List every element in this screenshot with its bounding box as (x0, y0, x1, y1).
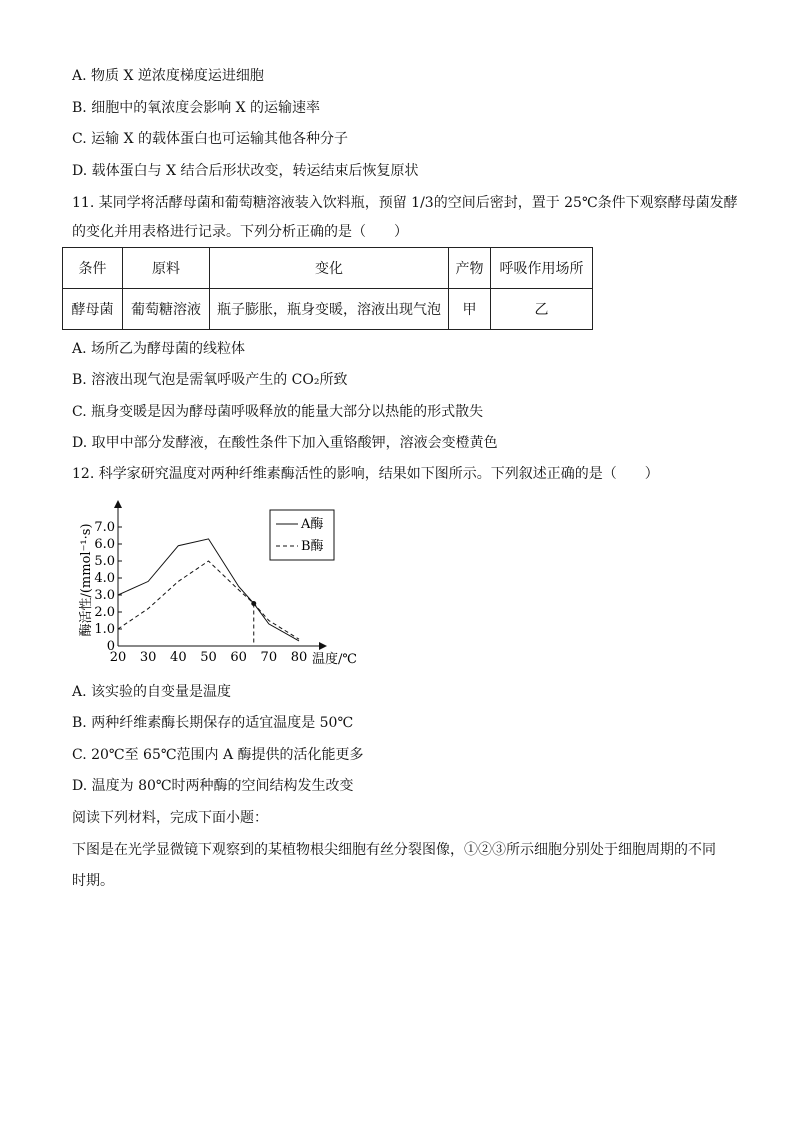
x-tick-label: 20 (109, 650, 127, 665)
x-axis-label: 温度/℃ (312, 652, 357, 667)
q11-option-d: D. 取甲中部分发酵液，在酸性条件下加入重铬酸钾，溶液会变橙黄色 (72, 435, 498, 451)
table-header-cell: 产物 (449, 248, 491, 289)
y-axis-label: 酶活性/(mmol⁻¹·s) (79, 523, 94, 637)
material-para-line1: 下图是在光学显微镜下观察到的某植物根尖细胞有丝分裂图像，①②③所示细胞分别处于细胞周期的不同 (72, 842, 716, 858)
q12-option-c: C. 20℃至 65℃范围内 A 酶提供的活化能更多 (72, 747, 364, 763)
table-cell: 酵母菌 (63, 289, 123, 330)
q12-option-d: D. 温度为 80℃时两种酶的空间结构发生改变 (72, 778, 354, 794)
table-cell: 甲 (449, 289, 491, 330)
q12-option-a: A. 该实验的自变量是温度 (72, 684, 232, 700)
legend-label-b: B酶 (301, 539, 324, 554)
material-intro: 阅读下列材料，完成下面小题： (72, 810, 268, 826)
table-header-row (63, 248, 593, 289)
table-cell: 瓶子膨胀，瓶身变暖，溶液出现气泡 (210, 289, 449, 330)
table-cell: 葡萄糖溶液 (123, 289, 210, 330)
y-tick-label: 2.0 (94, 605, 115, 620)
q11-stem-line1: 11. 某同学将活酵母菌和葡萄糖溶液装入饮料瓶，预留 1/3的空间后密封，置于 25℃条件下观察酵母菌发酵 (72, 195, 738, 211)
y-tick-label: 7.0 (94, 520, 115, 535)
legend-label-a: A酶 (301, 517, 324, 532)
x-tick-label: 60 (230, 650, 247, 665)
x-tick-label: 50 (200, 650, 217, 665)
q11-option-c: C. 瓶身变暖是因为酵母菌呼吸释放的能量大部分以热能的形式散失 (72, 404, 484, 420)
table-row (63, 289, 593, 330)
q11-option-a: A. 场所乙为酵母菌的线粒体 (72, 341, 246, 357)
table-header-cell: 原料 (123, 248, 210, 289)
q10-option-c: C. 运输 X 的载体蛋白也可运输其他各种分子 (72, 131, 348, 147)
legend (270, 510, 334, 560)
q11-option-b: B. 溶液出现气泡是需氧呼吸产生的 CO₂所致 (72, 372, 348, 388)
enzyme-activity-chart (74, 498, 374, 670)
intersection-point (251, 601, 256, 606)
table-cell: 乙 (491, 289, 593, 330)
x-tick-label: 30 (139, 650, 157, 665)
q12-option-b: B. 两种纤维素酶长期保存的适宜温度是 50℃ (72, 715, 354, 731)
table-header-cell: 条件 (63, 248, 123, 289)
table-header-cell: 呼吸作用场所 (491, 248, 593, 289)
x-tick-label: 40 (170, 650, 187, 665)
q10-option-d: D. 载体蛋白与 X 结合后形状改变，转运结束后恢复原状 (72, 163, 419, 179)
q11-table (62, 247, 593, 330)
y-tick-label: 3.0 (94, 588, 115, 603)
y-tick-label: 0 (106, 639, 115, 654)
q10-option-a: A. 物质 X 逆浓度梯度运进细胞 (72, 68, 264, 84)
table-header-cell: 变化 (210, 248, 449, 289)
y-tick-label: 5.0 (94, 554, 115, 569)
material-para-line2: 时期。 (72, 873, 114, 889)
q11-stem-line2: 的变化并用表格进行记录。下列分析正确的是（ ） (72, 224, 408, 240)
y-tick-label: 4.0 (94, 571, 115, 586)
q10-option-b: B. 细胞中的氧浓度会影响 X 的运输速率 (72, 100, 321, 116)
x-tick-label: 70 (260, 650, 278, 665)
series-b-line (118, 561, 299, 639)
y-tick-label: 6.0 (94, 537, 115, 552)
q12-stem: 12. 科学家研究温度对两种纤维素酶活性的影响，结果如下图所示。下列叙述正确的是（ ） (72, 466, 659, 482)
x-tick-label: 80 (290, 650, 308, 665)
y-tick-label: 1.0 (94, 622, 115, 637)
